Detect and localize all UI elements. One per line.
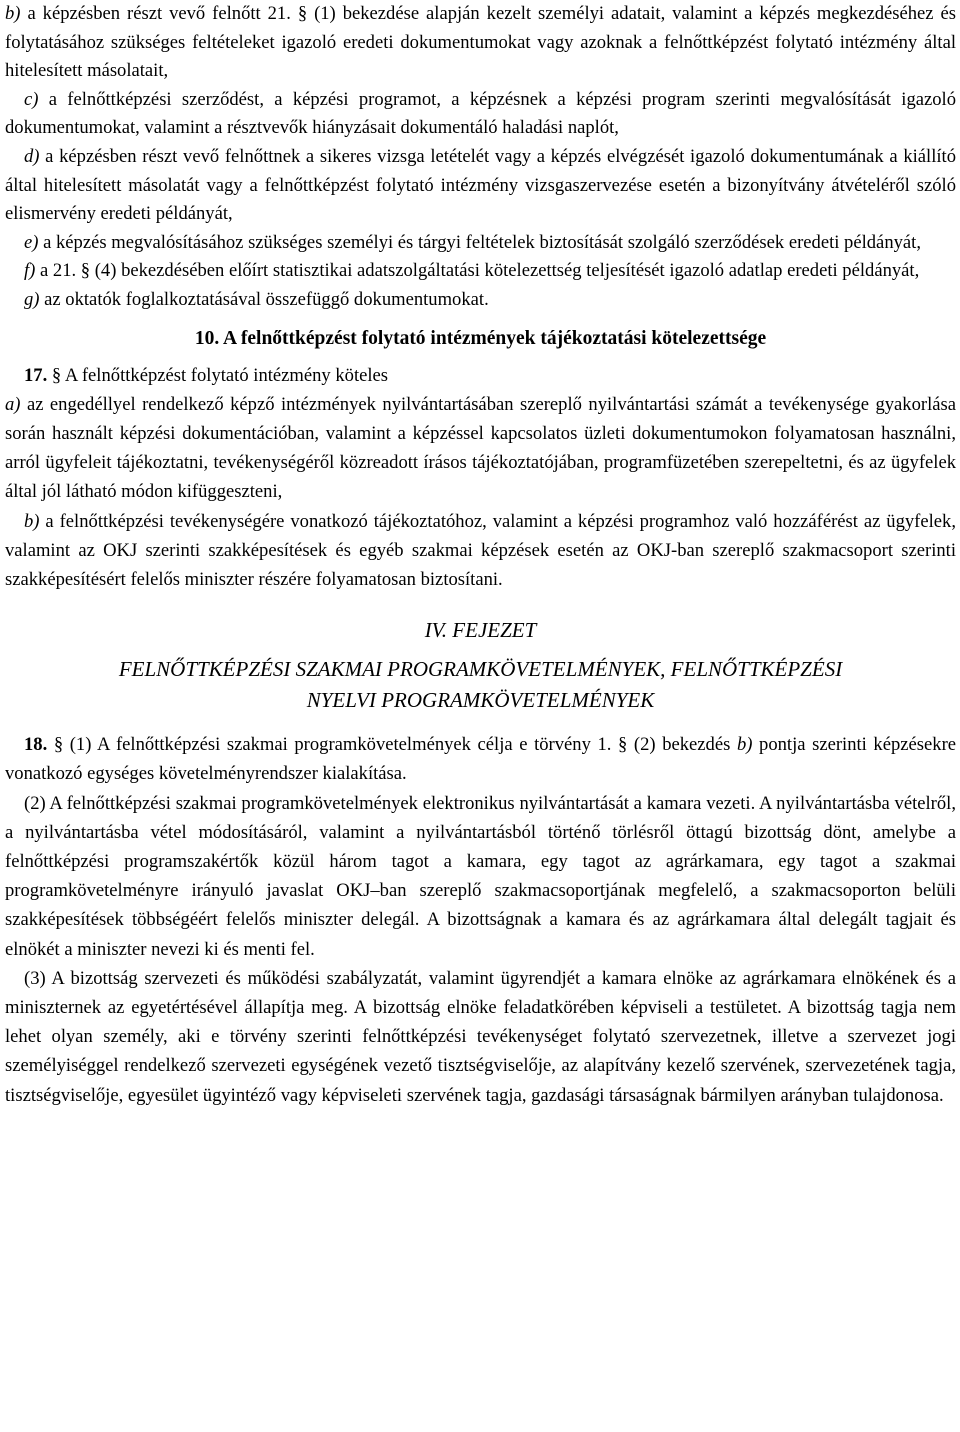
paragraph-number: 18. [24,734,48,756]
paragraph-18-subsection-1 [5,730,956,788]
item-label: d) [24,145,40,167]
list-item-f [5,257,956,286]
paragraph-17 [5,361,956,595]
item-label: a) [5,393,21,415]
item-text: a felnőttképzési tevékenységére vonatkozó tájékoztatóhoz, valamint a képzési programhoz való hozzáférést az ügyfelek, valamint az OKJ szerinti szakképesítések és egyéb szakmai képzések esetén az OKJ-ban szereplő szakmacsoport szerinti szakképesítésért felelős miniszter részére folyamatosan biztosítani. [5,510,956,590]
paragraph-text: pontja szerinti képzésekre vonatkozó egységes követelményrendszer kialakítása. [5,734,957,785]
paragraph-18-subsection-3: (3) A bizottság szervezeti és működési szabályzatát, valamint ügyrendjét a kamara elnöke az agrárkamara elnökének és a miniszternek az egyetértésével állapítja meg. A bizottság elnöke feladatkörében képviseli a testületet. A bizottság tagja nem lehet olyan személy, aki e törvény szerinti felnőttképzési tevékenységet folytató szervezetnek, illetve a szervezet jogi személyiséggel rendelkező szervezeti egységének vezető tisztségviselője, az alapítvány kezelő szervének, szervezetének tagja, tisztségviselője, egyesület ügyintéző vagy képviseleti szervének tagja, gazdasági társaságnak bármilyen arányban tulajdonosa. [5,967,956,1106]
chapter-title-line-2: NYELVI PROGRAMKÖVETELMÉNYEK [306,688,655,713]
paragraph-text: § (1) A felnőttképzési szakmai programkövetelmények célja e törvény 1. § (2) bekezdés [47,734,737,756]
item-label: c) [24,88,39,110]
item-text: a felnőttképzési szerződést, a képzési programot, a képzésnek a képzési program szerinti megvalósítását igazoló dokumentumokat, valamint a résztvevők hiányzásait dokumentáló haladási naplót, [5,88,956,139]
list-item-b [5,507,956,595]
list-item-b [5,0,956,86]
list-item-a [5,390,956,507]
paragraph-18 [5,730,956,1110]
paragraph-text: § A felnőttképzést folytató intézmény köteles [47,364,389,386]
item-text: az engedéllyel rendelkező képző intézmények nyilvántartásában szereplő nyilvántartási számát a tevékenysége gyakorlása során használt képzési dokumentációban, valamint a képzéssel kapcsolatos üzleti dokumentumokon folyamatosan használni, arról ügyfeleit tájékoztatni, tevékenységéről közreadott írásos tájékoztatójában, programfüzetében szerepeltetni, és az ügyfelek által jól látható módon kifüggeszteni, [5,393,956,503]
chapter-heading [5,614,956,716]
chapter-number: IV. FEJEZET [424,618,537,643]
item-text: a 21. § (4) bekezdésében előírt statisztikai adatszolgáltatási kötelezettség teljesítését igazoló adatlap eredeti példányát, [35,260,920,282]
item-text: a képzésben részt vevő felnőttnek a sikeres vizsga letételét vagy a képzés elvégzését igazoló dokumentumának a kiállító által hitelesített másolatát vagy a felnőttképzést folytató intézmény vizsgaszervezése esetén a bizonyítvány átvételéről szóló elismervény eredeti példányát, [5,145,956,225]
list-item-e [5,229,956,258]
paragraph-number: 17. [24,364,48,386]
chapter-title-line-1: FELNŐTTKÉPZÉSI SZAKMAI PROGRAMKÖVETELMÉNYEK, FELNŐTTKÉPZÉSI [118,657,843,682]
list-item-c [5,86,956,143]
paragraph-17-intro [5,361,956,390]
item-text: a képzésben részt vevő felnőtt 21. § (1) bekezdése alapján kezelt személyi adatait, valamint a képzés megkezdéséhez és folytatásához szükséges feltételeket igazoló eredeti dokumentumokat vagy azoknak a felnőttképzést folytató intézmény által hitelesített másolatait, [5,3,956,82]
section-heading: 10. A felnőttképzést folytató intézmények tájékoztatási kötelezettsége [194,327,767,349]
paragraph-18-subsection-2: (2) A felnőttképzési szakmai programkövetelmények elektronikus nyilvántartását a kamara vezeti. A nyilvántartásba vételről, a nyilvántartásba vétel módosításáról, valamint a nyilvántartásból történő törlésről öttagú bizottság dönt, amelybe a felnőttképzési programszakértők közül három tagot a kamara, egy tagot az agrárkamara, egy tagot a szakmai programkövetelményre irányuló javaslat OKJ–ban szereplő szakmacsoportjának megfelelő, a szakmacsoporton belüli szakképesítések többségéért felelős miniszter delegál. A bizottságnak a kamara és az agrárkamara által delegált tagjait és elnökét a miniszter nevezi ki és menti fel. [5,792,956,960]
list-item-d [5,143,956,229]
item-label: b) [736,734,753,756]
item-label: e) [24,231,39,253]
item-text: a képzés megvalósításához szükséges személyi és tárgyi feltételek biztosítását szolgáló szerződések eredeti példányát, [38,231,921,253]
item-text: az oktatók foglalkoztatásával összefüggő dokumentumokat. [39,288,489,310]
item-label: b) [24,510,40,532]
top-list [5,0,956,315]
item-label: b) [5,3,21,24]
item-label: f) [24,260,36,282]
list-item-g [5,286,956,315]
item-label: g) [24,288,40,310]
